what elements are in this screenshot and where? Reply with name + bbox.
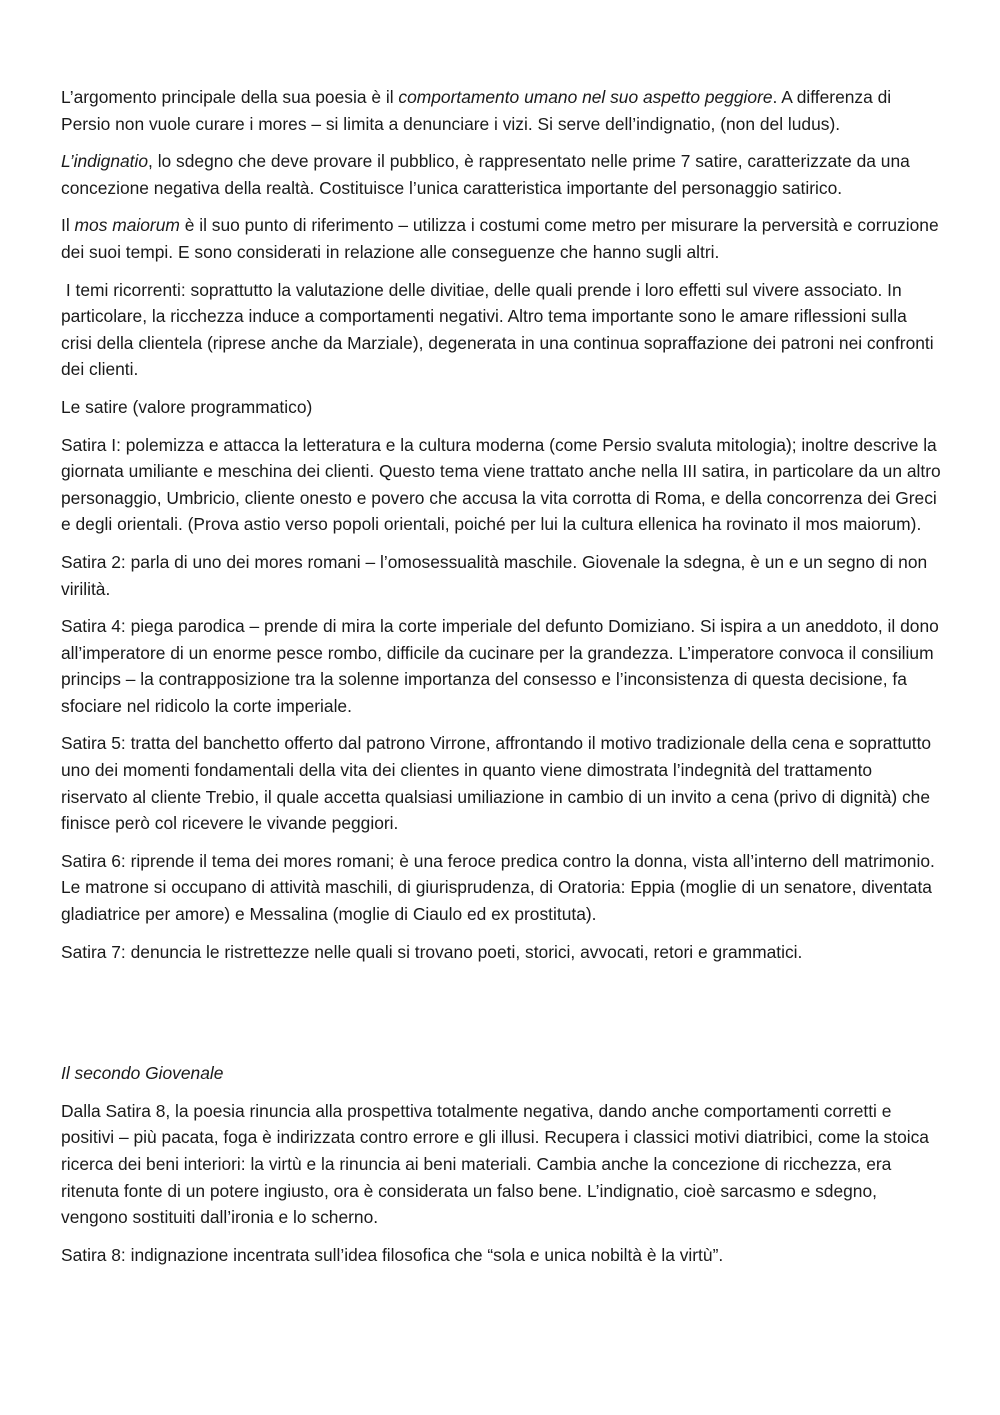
italic-phrase: comportamento umano nel suo aspetto peggiore — [398, 87, 773, 107]
blank-space — [61, 976, 942, 1060]
section-heading-secondo-giovenale — [61, 1060, 942, 1087]
paragraph-indignatio — [61, 148, 942, 201]
text-run: Il — [61, 215, 75, 236]
text-run: L’argomento principale della sua poesia è il — [61, 87, 399, 107]
paragraph-le-satire: Le satire (valore programmatico) — [61, 396, 313, 417]
italic-heading: Il secondo Giovenale — [61, 1063, 224, 1084]
paragraph-satira-8-intro: Dalla Satira 8, la poesia rinuncia alla prospettiva totalmente negativa, dando anche comportamenti corretti e positivi – più pacata, foga è indirizzata contro errore e gli illusi. Recupera i classici motivi diatribici, come la stoica ricerca dei beni interiori: la virtù e la rinuncia ai beni materiali. Cambia anche la concezione di ricchezza, era ritenuta fonte di un potere ingiusto, ora è considerata un falso bene. L’indignatio, cioè sarcasmo e sdegno, vengono sostituiti dall’ironia e lo scherno. — [61, 1100, 929, 1228]
italic-phrase: mos maiorum — [74, 215, 180, 236]
paragraph-satira-4: Satira 4: piega parodica – prende di mira la corte imperiale del defunto Domiziano. Si ispira a un aneddoto, il dono all’imperatore di un enorme pesce rombo, difficile da cucinare per la grandezza. L’imperatore convoca il consilium princips – la contrapposizione tra la solenne importanza del consesso e l’inconsistenza di questa decisione, fa sfociare nel ridicolo la corte imperiale. — [61, 616, 939, 716]
paragraph-satira-2: Satira 2: parla di uno dei mores romani – l’omosessualità maschile. Giovenale la sdegna, è un e un segno di non virilità. — [61, 551, 928, 599]
paragraph-mos-maiorum — [61, 212, 942, 265]
text-run: è il suo punto di riferimento – utilizza i costumi come metro per misurare la perversità e corruzione dei suoi tempi. E sono considerati in relazione alle conseguenze che hanno sugli altri. — [61, 215, 939, 262]
text-run: , lo sdegno che deve provare il pubblico, è rappresentato nelle prime 7 satire, caratterizzate da una concezione negativa della realtà. Costituisce l’unica caratteristica importante del personaggio satirico. — [61, 151, 910, 198]
paragraph-satira-8: Satira 8: indignazione incentrata sull’idea filosofica che “sola e unica nobiltà è la virtù”. — [61, 1244, 724, 1265]
text-run: . A differenza di Persio non vuole curare i mores – si limita a denunciare i vizi. Si serve dell’indignatio, (non del ludus). — [61, 87, 892, 134]
paragraph-satira-1: Satira I: polemizza e attacca la letteratura e la cultura moderna (come Persio svaluta mitologia); inoltre descrive la giornata umiliante e meschina dei clienti. Questo tema viene trattato anche nella III satira, in particolare da un altro personaggio, Umbricio, cliente onesto e povero che accusa la vita corrotta di Roma, e della concorrenza dei Greci e degli orientali. (Prova astio verso popoli orientali, poiché per lui la cultura ellenica ha rovinato il mos maiorum). — [61, 434, 941, 535]
paragraph-satira-5: Satira 5: tratta del banchetto offerto dal patrono Virrone, affrontando il motivo tradizionale della cena e soprattutto uno dei momenti fondamentali della vita dei clientes in quanto viene dimostrata l’indegnità del trattamento riservato al cliente Trebio, il quale accetta qualsiasi umiliazione in cambio di un invito a cena (privo di dignità) che finisce però col ricevere le vivande peggiori. — [61, 733, 932, 834]
paragraph-satira-6: Satira 6: riprende il tema dei mores romani; è una feroce predica contro la donna, vista all’interno dell matrimonio. Le matrone si occupano di attività maschili, di giurisprudenza, di Oratoria: Eppia (moglie di un senatore, diventata gladiatrice per amore) e Messalina (moglie di Ciaulo ed ex prostituta). — [61, 850, 935, 925]
paragraph-argomento — [61, 84, 942, 137]
paragraph-temi-ricorrenti: I temi ricorrenti: soprattutto la valutazione delle divitiae, delle quali prende i loro effetti sul vivere associato. In particolare, la ricchezza induce a comportamenti negativi. Altro tema importante sono le amare riflessioni sulla crisi della clientela (riprese anche da Marziale), degenerata in una continua sopraffazione dei patroni nei confronti dei clienti. — [61, 279, 939, 380]
paragraph-satira-7: Satira 7: denuncia le ristrettezze nelle quali si trovano poeti, storici, avvocati, retori e grammatici. — [61, 941, 803, 962]
italic-phrase: L’indignatio — [61, 151, 149, 172]
